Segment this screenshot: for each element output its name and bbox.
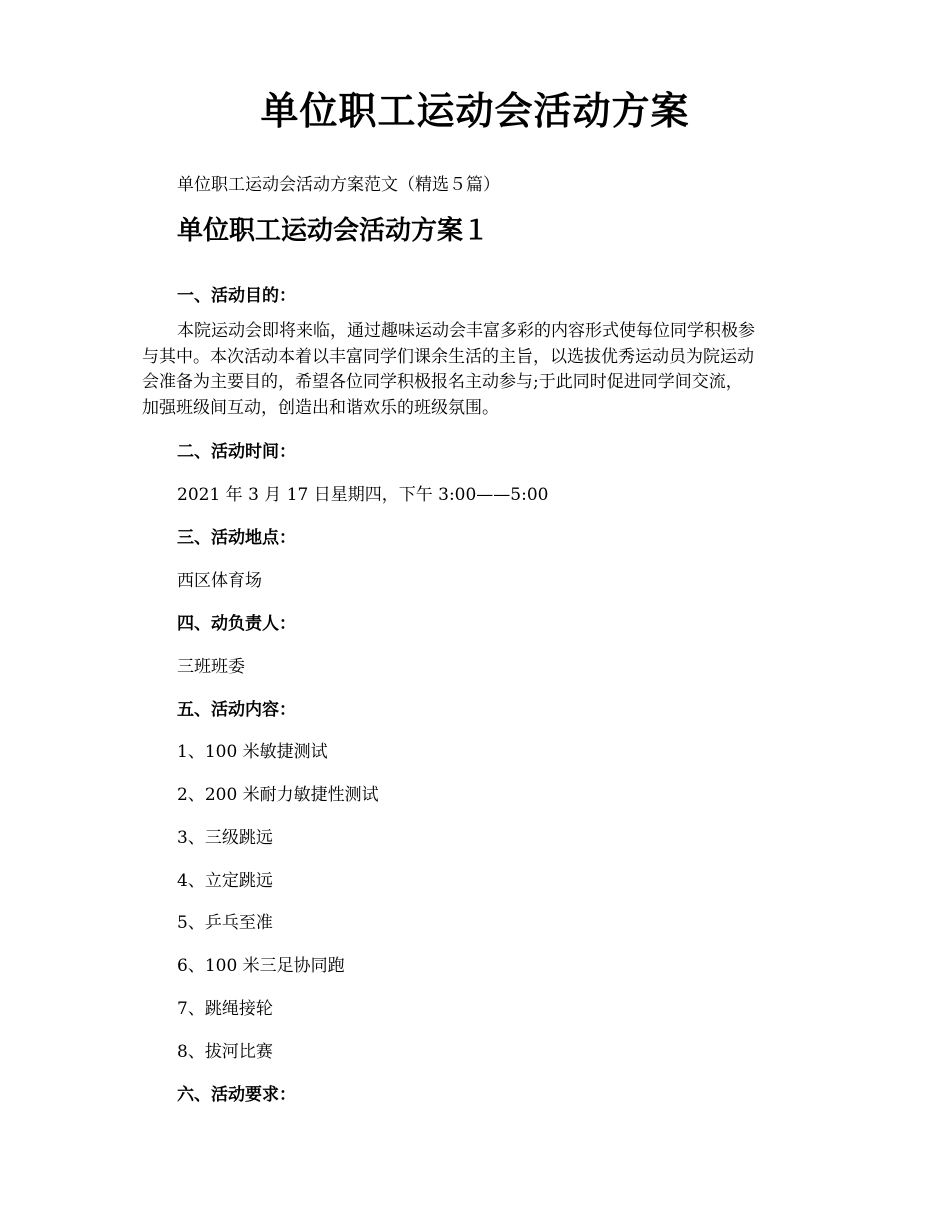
content-item: 8、拔河比赛: [177, 1042, 273, 1062]
content-item: 3、三级跳远: [177, 828, 273, 848]
purpose-paragraph: [142, 319, 822, 421]
purpose-line: 加强班级间互动，创造出和谐欢乐的班级氛围。: [142, 397, 499, 418]
time-heading: 二、活动时间：: [177, 442, 296, 462]
content-item: 5、乒乓至准: [177, 913, 273, 933]
content-item: 2、200 米耐力敏捷性测试: [177, 785, 379, 805]
purpose-line: 本院运动会即将来临，通过趣味运动会丰富多彩的内容形式使每位同学积极参: [177, 321, 755, 341]
time-value: 2021 年 3 月 17 日星期四，下午 3:00——5:00: [177, 485, 549, 505]
content-item: 1、100 米敏捷测试: [177, 742, 328, 762]
purpose-line: 与其中。本次活动本着以丰富同学们课余生活的主旨，以选拔优秀运动员为院运动: [142, 346, 754, 367]
owner-heading: 四、动负责人：: [177, 614, 296, 634]
content-item: 6、100 米三足协同跑: [177, 956, 345, 976]
section-title: 单位职工运动会活动方案１: [177, 216, 490, 246]
location-value: 西区体育场: [177, 571, 262, 591]
content-item: 7、跳绳接轮: [177, 999, 273, 1019]
purpose-heading: 一、活动目的：: [177, 286, 296, 306]
content-item: 4、立定跳远: [177, 871, 273, 891]
content-heading: 五、活动内容：: [177, 700, 296, 720]
location-heading: 三、活动地点：: [177, 528, 296, 548]
owner-value: 三班班委: [177, 657, 245, 677]
purpose-line: 会准备为主要目的，希望各位同学积极报名主动参与;于此同时促进同学间交流，: [142, 372, 743, 392]
requirements-heading: 六、活动要求：: [177, 1085, 296, 1105]
document-title: 单位职工运动会活动方案: [260, 88, 690, 133]
document-subtitle: 单位职工运动会活动方案范文（精选５篇）: [177, 175, 500, 195]
